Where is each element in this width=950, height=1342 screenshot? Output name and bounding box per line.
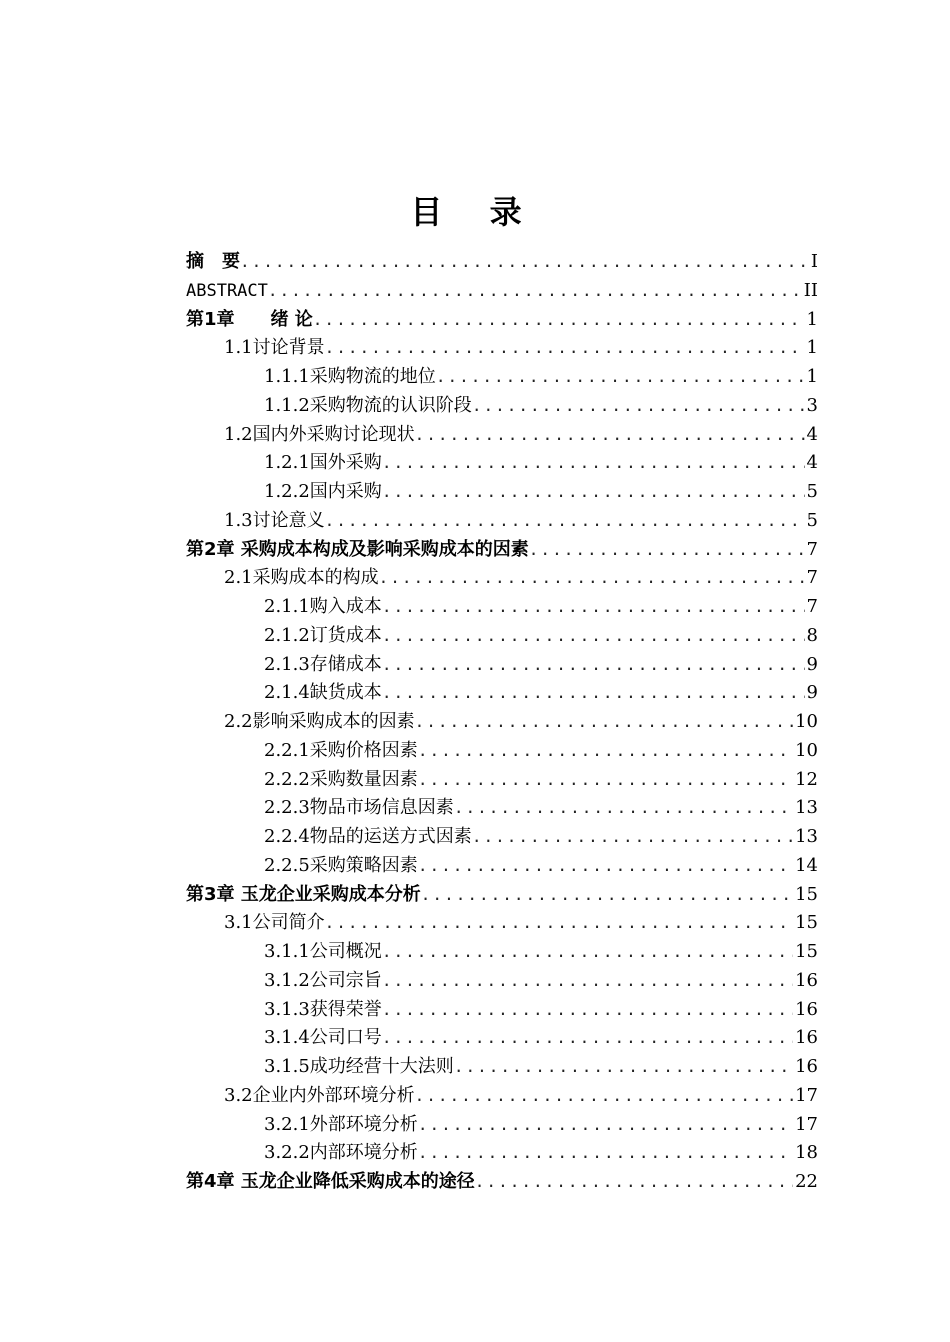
toc-entry[interactable]	[186, 536, 818, 565]
toc-entry-page-number: 15	[795, 912, 818, 934]
toc-entry[interactable]	[186, 1139, 818, 1168]
toc-entry-page-number: 18	[795, 1142, 818, 1164]
dot-leader	[418, 852, 793, 881]
toc-entry-label: 2.2影响采购成本的因素	[224, 711, 415, 732]
toc-entry-page-number: 17	[795, 1113, 818, 1135]
toc-entry[interactable]	[186, 708, 818, 737]
dot-leader	[529, 536, 805, 565]
toc-entry-label: 2.2.5采购策略因素	[264, 854, 418, 876]
dot-leader	[436, 363, 805, 392]
toc-entry-page-number: 4	[806, 452, 818, 474]
toc-entry-label: 1.2.2国内采购	[264, 481, 382, 502]
toc-entry-page-number: 9	[806, 682, 818, 704]
toc-entry-page-number: 5	[806, 481, 818, 502]
dot-leader	[325, 334, 805, 363]
dot-leader	[418, 737, 793, 766]
toc-entry[interactable]	[186, 478, 818, 507]
toc-entry[interactable]	[186, 766, 818, 795]
toc-entry[interactable]	[186, 363, 818, 392]
toc-entry-label: 1.1.2采购物流的认识阶段	[264, 394, 472, 416]
toc-entry-page-number: 9	[806, 653, 818, 675]
toc-entry-page-number: I	[810, 251, 818, 272]
toc-entry-label: 3.1.1公司概况	[264, 941, 382, 962]
toc-entry-label: 2.2.4物品的运送方式因素	[264, 826, 472, 847]
toc-entry-label: 2.1.2订货成本	[264, 624, 382, 646]
toc-entry-page-number: 7	[806, 538, 818, 560]
toc-entry-label: 3.1.5成功经营十大法则	[264, 1056, 454, 1077]
dot-leader	[325, 507, 805, 536]
toc-entry-label: 2.1.1购入成本	[264, 596, 382, 617]
toc-entry-page-number: II	[803, 279, 818, 301]
toc-entry-page-number: 16	[795, 998, 818, 1020]
dot-leader	[382, 967, 793, 996]
toc-entry[interactable]	[186, 248, 818, 277]
toc-entry[interactable]	[186, 306, 818, 335]
toc-entry-label: 2.2.2采购数量因素	[264, 768, 418, 790]
toc-entry-label: 3.2.2内部环境分析	[264, 1142, 418, 1164]
toc-entry[interactable]	[186, 881, 818, 910]
dot-leader	[415, 421, 805, 450]
toc-entry-page-number: 5	[806, 509, 818, 531]
toc-entry[interactable]	[186, 334, 818, 363]
page-title: 目 录	[410, 193, 540, 231]
toc-entry-label: 2.1.3存储成本	[264, 653, 382, 675]
toc-entry-page-number: 13	[795, 826, 818, 847]
toc-entry-label: 3.2.1外部环境分析	[264, 1113, 418, 1135]
toc-entry[interactable]	[186, 622, 818, 651]
toc-entry[interactable]	[186, 1024, 818, 1053]
toc-entry[interactable]	[186, 1168, 818, 1197]
toc-entry-page-number: 8	[806, 624, 818, 646]
toc-entry-label: 第3章 玉龙企业采购成本分析	[186, 883, 421, 905]
toc-entry-page-number: 1	[806, 337, 818, 359]
toc-entry-page-number: 14	[795, 854, 818, 876]
toc-entry[interactable]	[186, 679, 818, 708]
dot-leader	[325, 909, 793, 938]
dot-leader	[382, 449, 805, 478]
dot-leader	[418, 766, 793, 795]
toc-entry[interactable]	[186, 449, 818, 478]
toc-entry-page-number: 15	[795, 883, 818, 905]
dot-leader	[475, 1168, 793, 1197]
toc-entry[interactable]	[186, 421, 818, 450]
toc-entry[interactable]	[186, 1111, 818, 1140]
toc-entry-label: 1.1讨论背景	[224, 337, 325, 359]
toc-entry[interactable]	[186, 392, 818, 421]
toc-entry-page-number: 13	[795, 797, 818, 819]
toc-entry-label: 3.1.3获得荣誉	[264, 998, 382, 1020]
dot-leader	[418, 1139, 793, 1168]
toc-entry[interactable]	[186, 938, 818, 967]
dot-leader	[415, 708, 793, 737]
toc-entry[interactable]	[186, 507, 818, 536]
dot-leader	[382, 679, 805, 708]
toc-entry[interactable]	[186, 909, 818, 938]
toc-entry-label: 3.1公司简介	[224, 912, 325, 934]
toc-entry-label: 第2章 采购成本构成及影响采购成本的因素	[186, 538, 529, 560]
dot-leader	[379, 564, 805, 593]
toc-entry-label: 摘 要	[186, 251, 240, 272]
dot-leader	[382, 651, 805, 680]
toc-entry-page-number: 7	[806, 567, 818, 589]
toc-entry[interactable]	[186, 593, 818, 622]
toc-entry[interactable]	[186, 852, 818, 881]
toc-entry-page-number: 1	[806, 366, 818, 387]
toc-entry-page-number: 7	[806, 596, 818, 617]
dot-leader	[313, 306, 805, 335]
dot-leader	[472, 823, 793, 852]
dot-leader	[421, 881, 793, 910]
toc-entry[interactable]	[186, 1053, 818, 1082]
toc-entry-page-number: 16	[795, 1027, 818, 1049]
toc-entry-page-number: 10	[795, 711, 818, 732]
toc-entry[interactable]	[186, 1082, 818, 1111]
toc-entry[interactable]	[186, 967, 818, 996]
toc-entry[interactable]	[186, 737, 818, 766]
toc-entry[interactable]	[186, 996, 818, 1025]
dot-leader	[382, 593, 805, 622]
toc-entry[interactable]	[186, 794, 818, 823]
toc-entry-label: 3.1.2公司宗旨	[264, 969, 382, 991]
toc-entry-page-number: 10	[795, 739, 818, 761]
toc-entry-label: 1.3讨论意义	[224, 509, 325, 531]
table-of-contents	[186, 248, 818, 1197]
toc-entry-label: 2.1.4缺货成本	[264, 682, 382, 704]
toc-entry-label: 2.2.3物品市场信息因素	[264, 797, 454, 819]
dot-leader	[382, 1024, 793, 1053]
dot-leader	[268, 277, 802, 306]
toc-entry-label: 1.1.1采购物流的地位	[264, 366, 436, 387]
toc-entry-page-number: 17	[795, 1084, 818, 1106]
toc-entry-page-number: 16	[795, 1056, 818, 1077]
toc-entry-label: 2.1采购成本的构成	[224, 567, 379, 589]
toc-entry-label: ABSTRACT	[186, 280, 268, 301]
toc-entry-label: 3.2企业内外部环境分析	[224, 1084, 415, 1106]
toc-entry-page-number: 12	[795, 768, 818, 790]
toc-entry-page-number: 1	[806, 308, 818, 330]
toc-entry-label: 1.2国内外采购讨论现状	[224, 423, 415, 445]
dot-leader	[382, 996, 793, 1025]
dot-leader	[382, 622, 805, 651]
toc-entry-label: 第1章 绪 论	[186, 308, 313, 330]
toc-entry-page-number: 15	[795, 941, 818, 962]
dot-leader	[472, 392, 805, 421]
toc-entry-page-number: 4	[806, 423, 818, 445]
dot-leader	[454, 1053, 793, 1082]
toc-entry-page-number: 16	[795, 969, 818, 991]
toc-entry[interactable]	[186, 651, 818, 680]
toc-entry-label: 1.2.1国外采购	[264, 452, 382, 474]
toc-entry-label: 2.2.1采购价格因素	[264, 739, 418, 761]
toc-entry[interactable]	[186, 823, 818, 852]
dot-leader	[415, 1082, 793, 1111]
toc-entry-page-number: 22	[795, 1171, 818, 1192]
dot-leader	[454, 794, 793, 823]
toc-entry[interactable]	[186, 277, 818, 306]
toc-entry-page-number: 3	[806, 394, 818, 416]
dot-leader	[382, 478, 805, 507]
toc-entry-label: 第4章 玉龙企业降低采购成本的途径	[186, 1171, 475, 1192]
dot-leader	[382, 938, 793, 967]
toc-entry[interactable]	[186, 564, 818, 593]
dot-leader	[240, 248, 809, 277]
toc-entry-label: 3.1.4公司口号	[264, 1027, 382, 1049]
dot-leader	[418, 1111, 793, 1140]
